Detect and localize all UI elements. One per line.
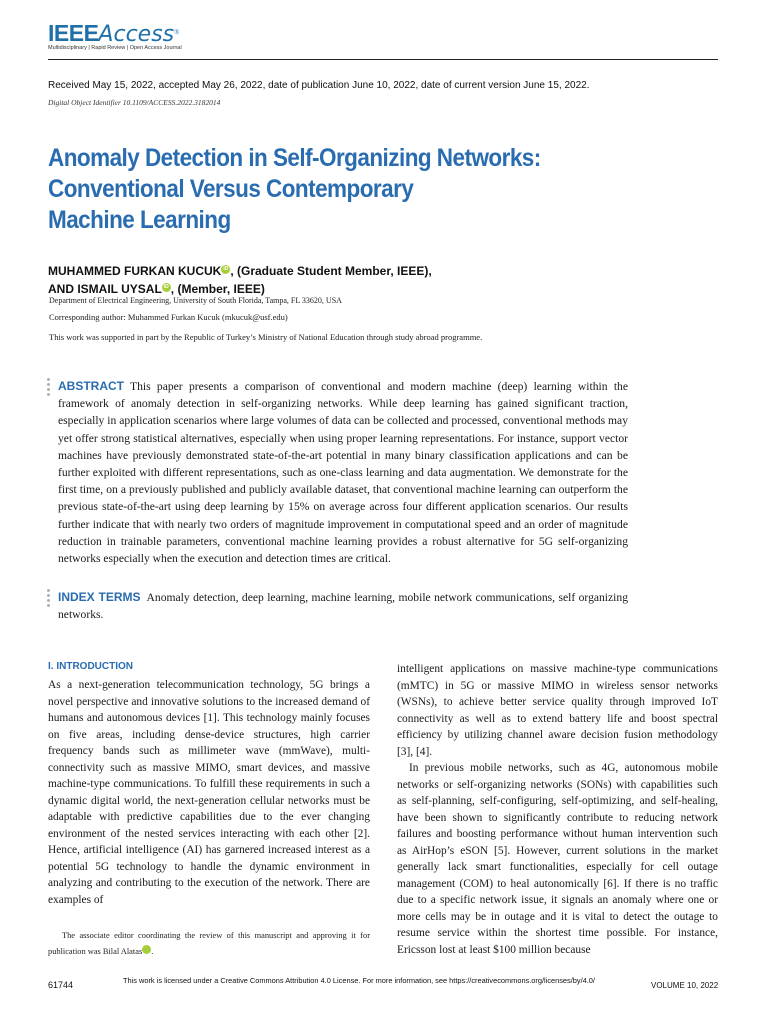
abstract-marker-icon [47,378,51,398]
section-heading: I. INTRODUCTION [48,661,133,672]
footnote-end: . [151,947,154,956]
title-line: Conventional Versus Contemporary [48,175,414,203]
index-terms-text: Anomaly detection, deep learning, machine learning, mobile network communications, self organizing networks. [58,591,628,622]
editor-footnote [48,928,370,960]
index-terms-label: INDEX TERMS [58,590,141,604]
logo-brand: IEEE [48,20,99,46]
logo-brand-sub: Access [98,22,175,47]
license-notice[interactable]: This work is licensed under a Creative Commons Attribution 4.0 License. For more information, see https://creativecommons.org/licenses/by/4.0/ [123,976,595,985]
received-dates: Received May 15, 2022, accepted May 26, 2022, date of publication June 10, 2022, date of current version June 15, 2022. [48,80,590,91]
author-role: , (Member, IEEE) [170,282,265,296]
journal-tagline: Multidisciplinary | Rapid Review | Open Access Journal [48,45,182,51]
author-name: AND ISMAIL UYSAL [48,282,162,296]
corresponding-author: Corresponding author: Muhammed Furkan Kucuk (mkucuk@usf.edu) [49,312,288,322]
abstract [58,378,628,567]
title-line: Anomaly Detection in Self-Organizing Networks: [48,144,541,172]
index-terms [58,589,628,623]
abstract-text: This paper presents a comparison of conventional and modern machine (deep) learning within the framework of anomaly detection in self-organizing networks. While deep learning has gained significant traction, especially in application scenarios where large volumes of data can be collected and processed, conventional methods may yet offer strong statistical alternatives, especially when using proper learning representations. For instance, support vector machines have previously demonstrated state-of-the-art potential in many binary classification applications and can be further exploited with different representations, such as one-class learning and data augmentation. We demonstrate for the first time, on a previously published and publicly available dataset, that conventional machine learning can outperform the previous state-of-the-art using deep learning by 15% on average across four different application scenarios. Our results further indicate that with nearly two orders of magnitude improvement in computational speed and an order of magnitude reduction in trainable parameters, conventional machine learning provides a robust alternative for 5G self-organizing networks especially when the execution and detection times are critical. [58,380,628,566]
paragraph: intelligent applications on massive machine-type communications (mMTC) in 5G or massive MIMO in wireless sensor networks (WSNs), to achieve better service quality through improved IoT connectivity as well as to extend battery life and boost spectral efficiency by utilizing channel aware decision fusion methodology [3], [4]. [397,663,718,758]
paper-title [48,143,624,236]
orcid-icon[interactable]: iD [142,945,151,954]
orcid-icon[interactable]: iD [223,266,229,272]
page-number: 61744 [48,980,74,990]
affiliation: Department of Electrical Engineering, University of South Florida, Tampa, FL 33620, USA [49,296,342,305]
intro-left-column: As a next-generation telecommunication technology, 5G brings a novel perspective and innovative solutions to the increased demand of humans and autonomous devices [1]. This technology mainly focuses on five areas, including dense-device structures, high carrier frequency bands such as millimeter wave (mmWave), multi-connectivity such as massive MIMO, smart devices, and massive machine-type communications. To fulfill these requirements in such a dynamic digital world, the next-generation cellular networks must be adaptable with predictive capabilities due to the ever changing environment of the nested services interacting with each other [2]. Hence, artificial intelligence (AI) has garnered increased interest as a potential 5G technology to handle the dynamic environment in analyzing and contributing to the execution of the network. There are examples of [48,679,370,906]
title-line: Machine Learning [48,206,231,234]
logo-trademark: ® [174,28,180,37]
doi: Digital Object Identifier 10.1109/ACCESS.2022.3182014 [48,98,221,107]
orcid-icon[interactable]: iD [163,284,169,290]
journal-logo [48,20,179,47]
paragraph: In previous mobile networks, such as 4G, autonomous mobile networks or self-organizing networks (SONs) with capabilities such as self-planning, self-configuring, self-optimizing, and self-healing, have been shown to significantly contribute to reducing network failures and boosting performance without human intervention such as AirHop’s eSON [5]. However, current solutions in the market generally lack smart functionalities, especially for cell outage management (COM) to heal autonomically [6]. If there is no traffic due to a specific network issue, it signals an anomaly where one or more cells may be in outage and it is vital to detect the outage to resume service within the shortest time possible. For instance, Ericsson lost at least $100 million because [397,762,718,956]
footnote-text: The associate editor coordinating the review of this manuscript and approving it for publication was Bilal Alatas [48,931,370,956]
author-name: MUHAMMED FURKAN KUCUK [48,264,222,278]
abstract-label: ABSTRACT [58,379,124,393]
header-rule [48,59,718,60]
author-list [48,262,432,298]
volume-info: VOLUME 10, 2022 [651,981,719,990]
index-terms-marker-icon [47,589,51,609]
funding-note: This work was supported in part by the Republic of Turkey’s Ministry of National Education through study abroad programme. [49,332,483,342]
intro-right-column [397,661,718,958]
author-role: , (Graduate Student Member, IEEE), [230,264,432,278]
